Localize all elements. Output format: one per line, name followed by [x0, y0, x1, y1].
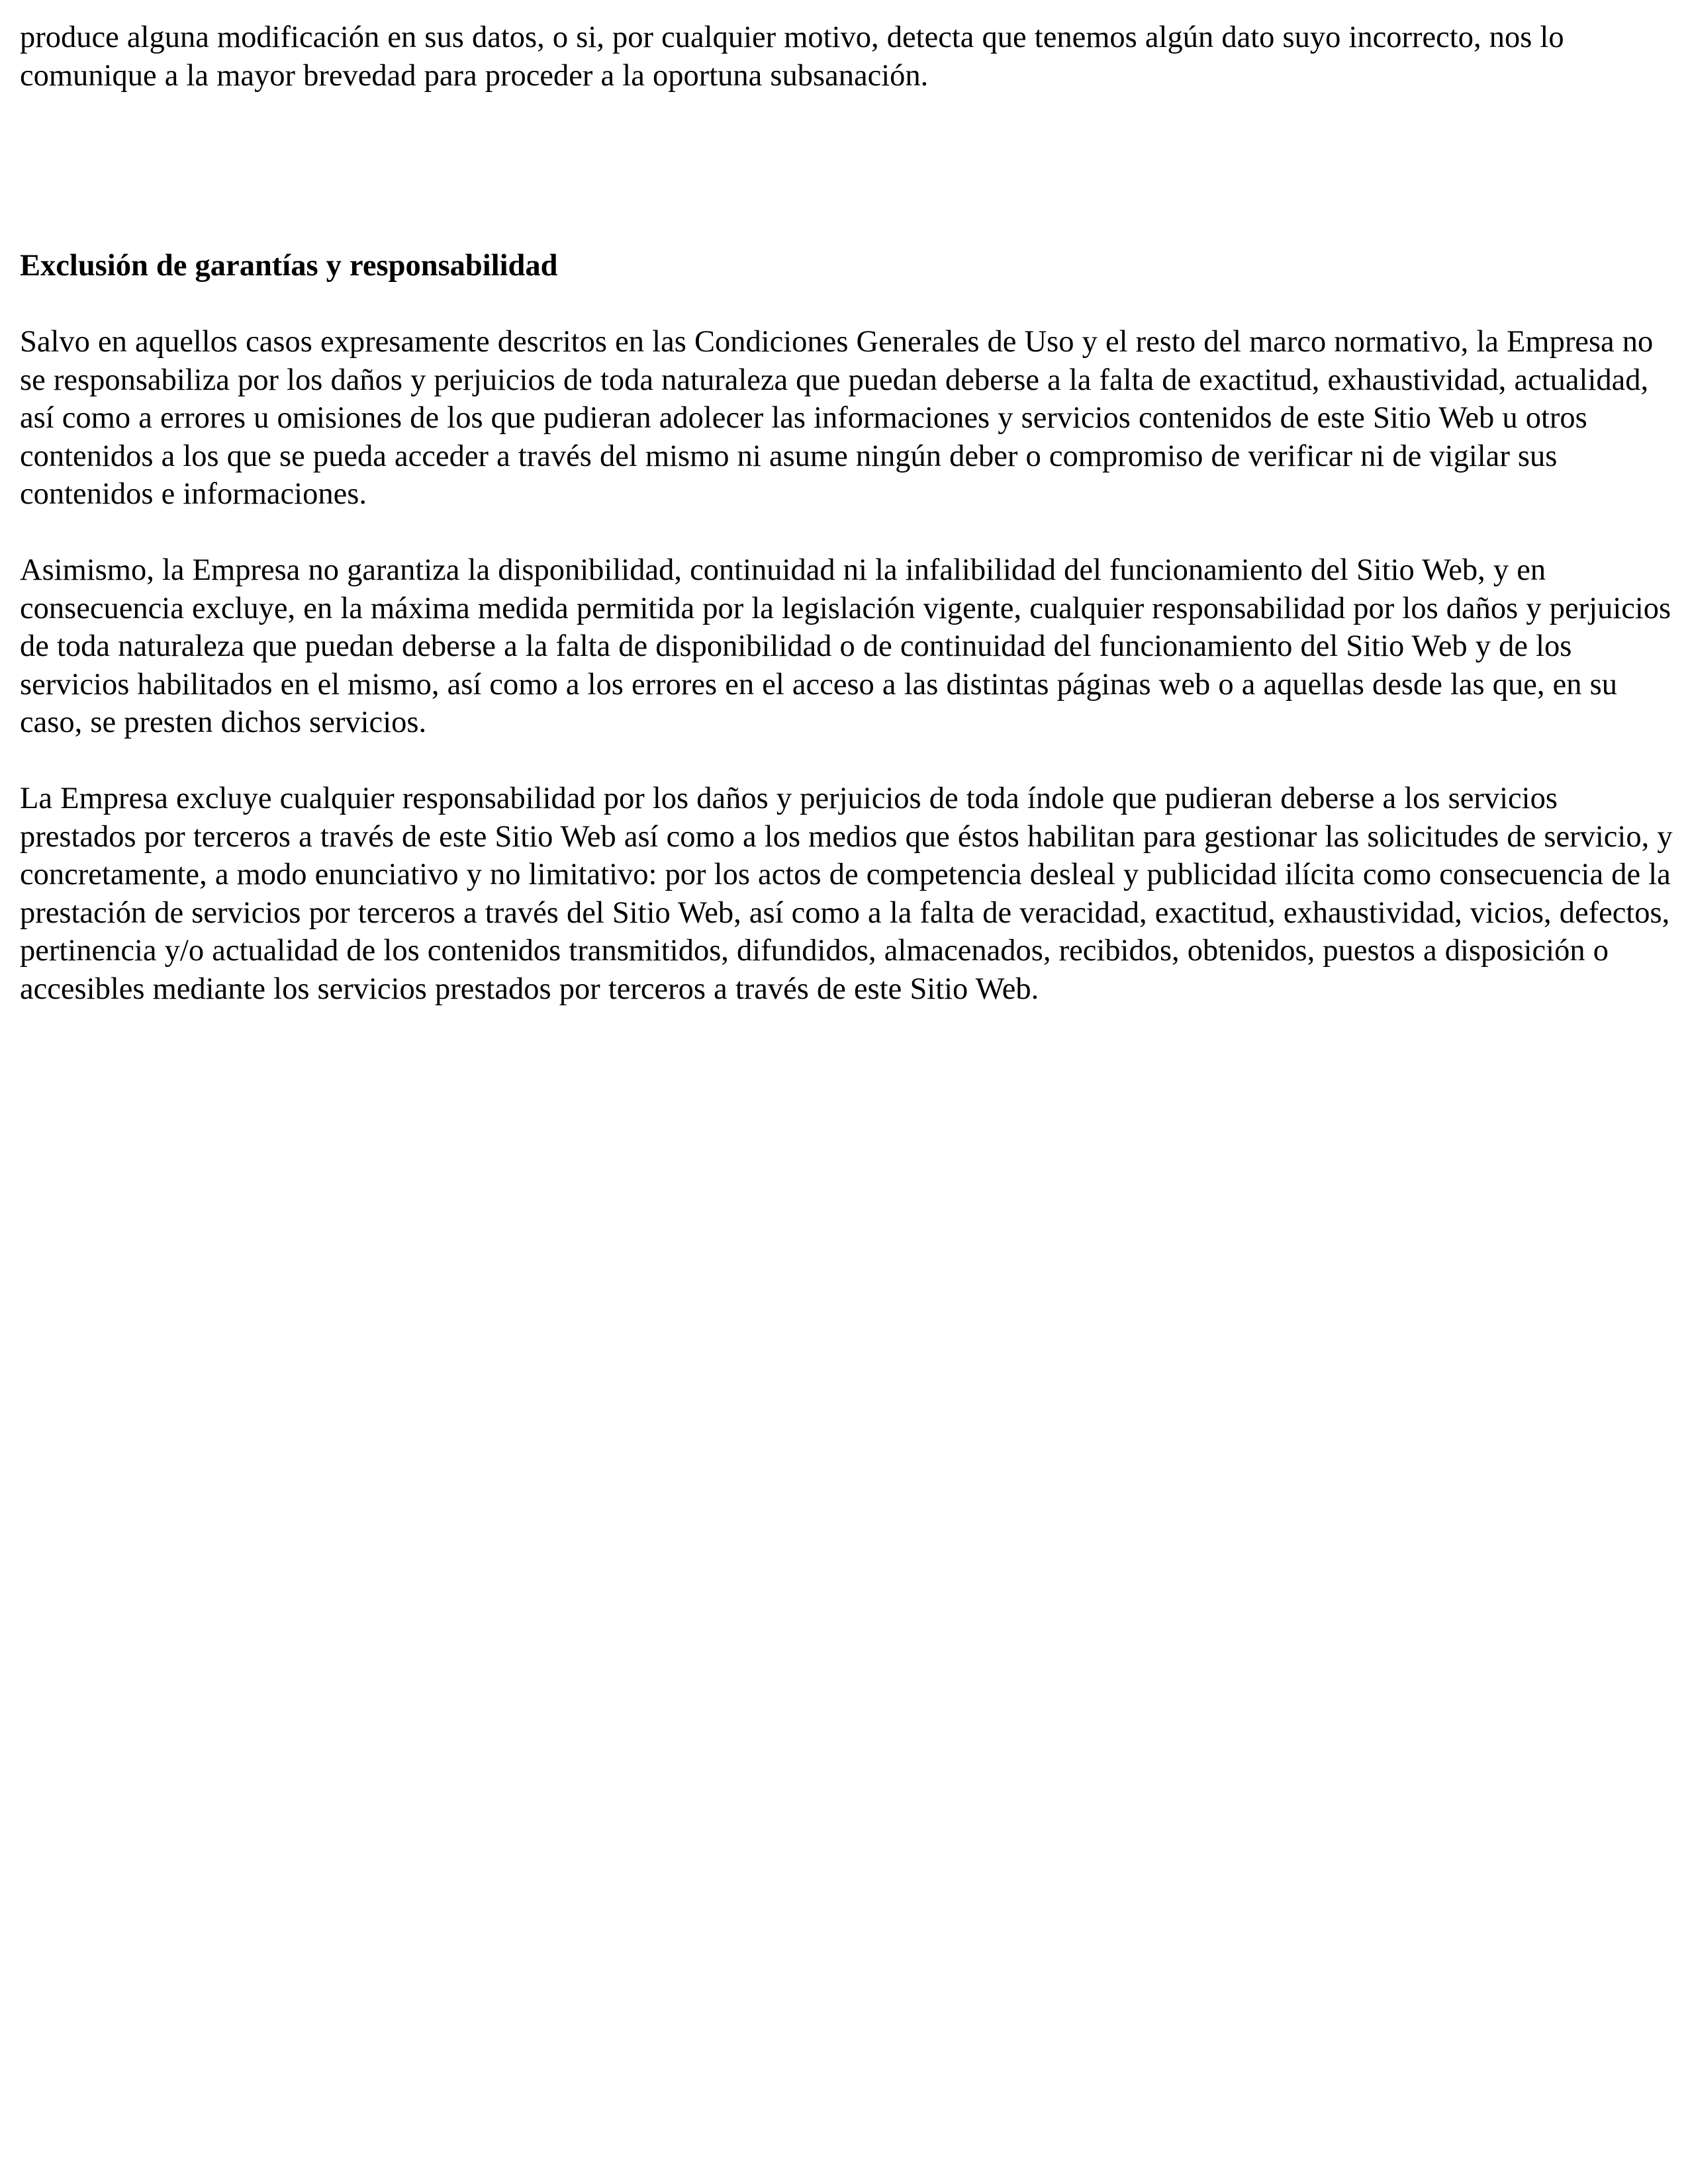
paragraph-disclaimer-accuracy: Salvo en aquellos casos expresamente descritos en las Condiciones Generales de Uso y el resto del marco normativo, la Empresa no se responsabiliza por los daños y perjuicios de toda naturaleza que puedan deberse a la falta de exactitud, exhaustividad, actualidad, así como a errores u omisiones de los que pudieran adolecer las informaciones y servicios contenidos de este Sitio Web u otros contenidos a los que se pueda acceder a través del mismo ni asume ningún deber o compromiso de verificar ni de vigilar sus contenidos e informaciones.: [20, 325, 1654, 511]
spacer: [20, 285, 1675, 324]
intro-paragraph: produce alguna modificación en sus datos, o si, por cualquier motivo, detecta que tenemos algún dato suyo incorrecto, nos lo comunique a la mayor brevedad para proceder a la oportuna subsanación.: [20, 21, 1564, 93]
spacer: [20, 742, 1675, 780]
paragraph-disclaimer-availability: Asimismo, la Empresa no garantiza la disponibilidad, continuidad ni la infalibilidad del funcionamiento del Sitio Web, y en consecuencia excluye, en la máxima medida permitida por la legislación vigente, cualquier responsabilidad por los daños y perjuicios de toda naturaleza que puedan deberse a la falta de disponibilidad o de continuidad del funcionamiento del Sitio Web y de los servicios habilitados en el mismo, así como a los errores en el acceso a las distintas páginas web o a aquellas desde las que, en su caso, se presten dichos servicios.: [20, 553, 1671, 739]
document-page: [20, 19, 1675, 1008]
spacer: [20, 95, 1675, 247]
section-heading: Exclusión de garantías y responsabilidad: [20, 249, 558, 283]
spacer: [20, 514, 1675, 552]
paragraph-disclaimer-third-parties: La Empresa excluye cualquier responsabilidad por los daños y perjuicios de toda índole que pudieran deberse a los servicios prestados por terceros a través de este Sitio Web así como a los medios que éstos habilitan para gestionar las solicitudes de servicio, y concretamente, a modo enunciativo y no limitativo: por los actos de competencia desleal y publicidad ilícita como consecuencia de la prestación de servicios por terceros a través del Sitio Web, así como a la falta de veracidad, exactitud, exhaustividad, vicios, defectos, pertinencia y/o actualidad de los contenidos transmitidos, difundidos, almacenados, recibidos, obtenidos, puestos a disposición o accesibles mediante los servicios prestados por terceros a través de este Sitio Web.: [20, 782, 1673, 1006]
